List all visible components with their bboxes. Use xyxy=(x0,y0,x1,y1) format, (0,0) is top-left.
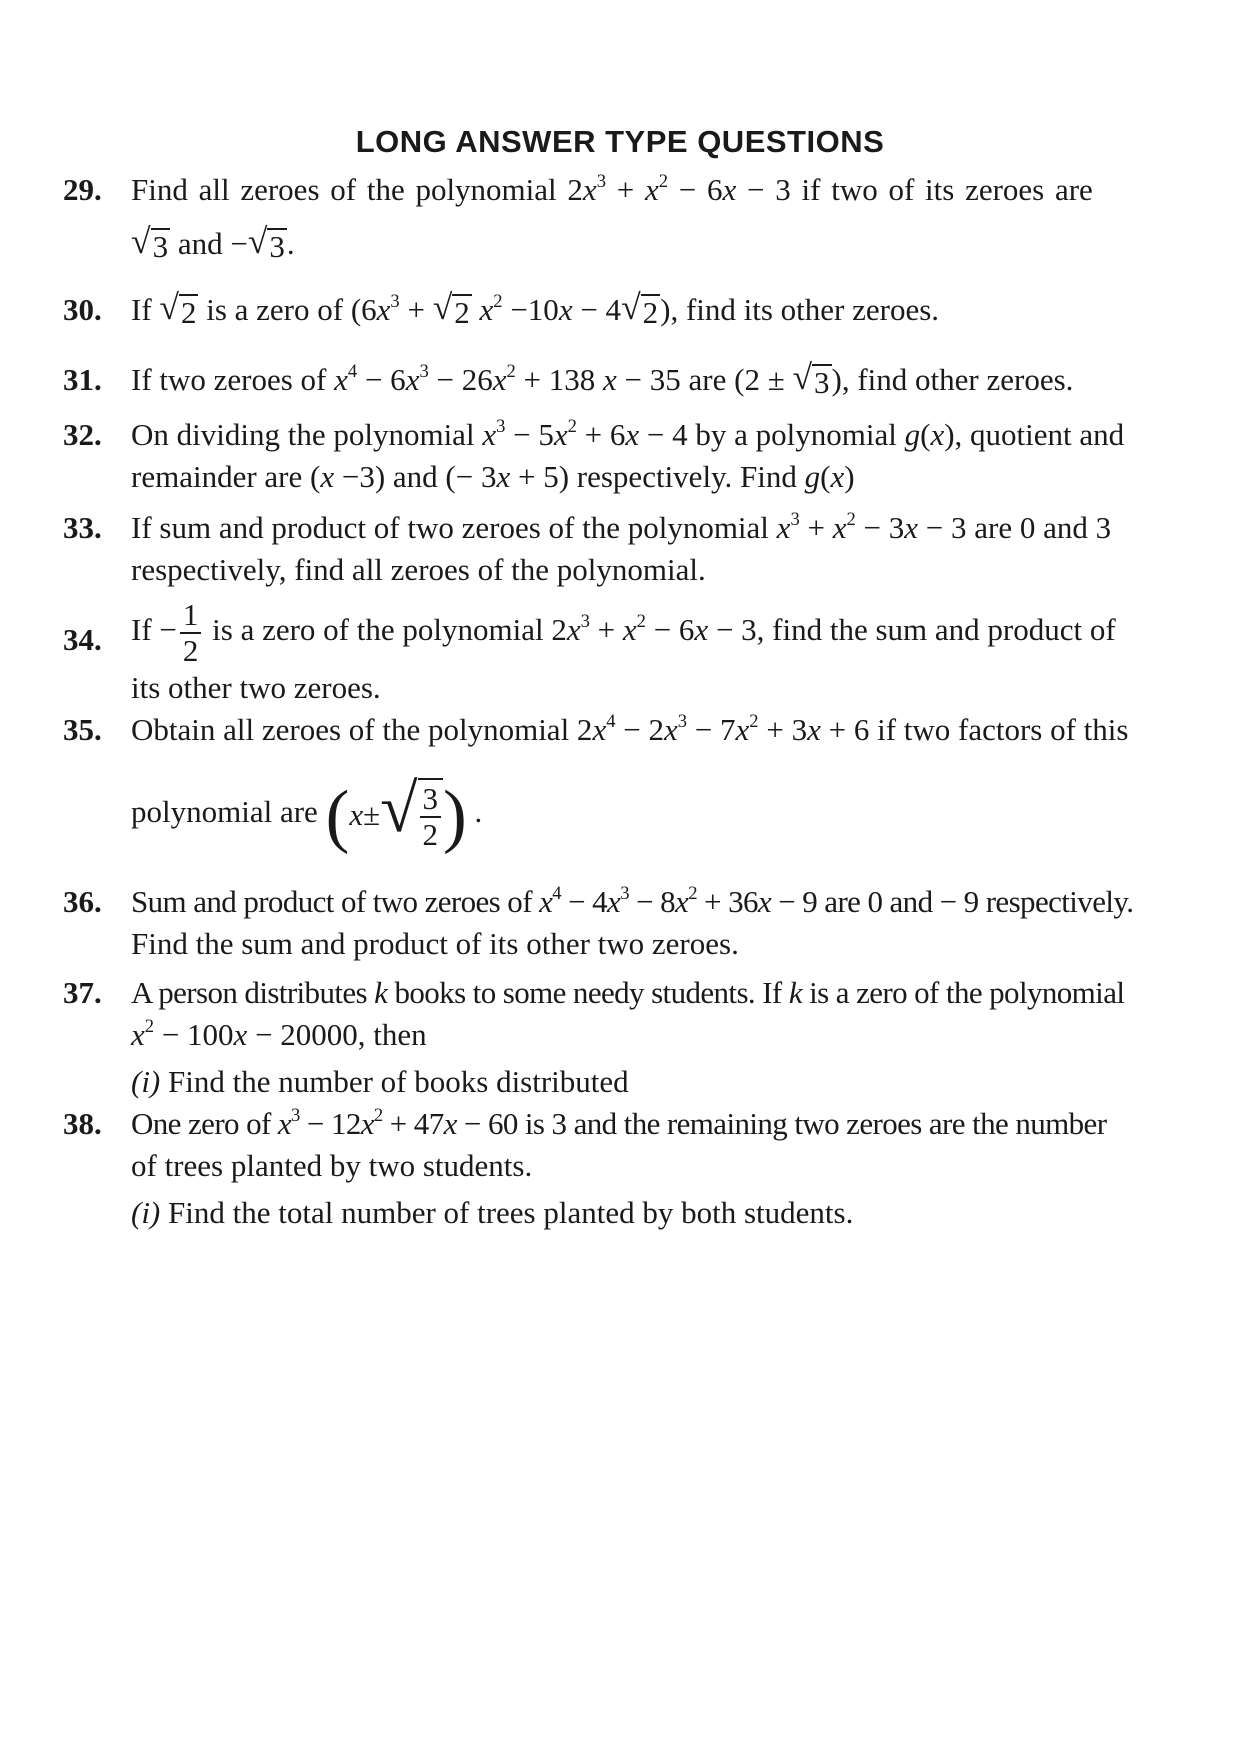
question-37 xyxy=(63,973,1193,1102)
question-30 xyxy=(63,287,1193,330)
sqrt-3: √ 3 xyxy=(247,221,285,265)
fraction-one-half: $\frac{1}{2}$ xyxy=(180,598,202,668)
question-number: 29. xyxy=(63,172,102,207)
question-text: On dividing the polynomial $x^3 - 5x^2 + 6x - 4$ by a polynomial g(x), quotient and remainder are (x −3) and (− 3x + 5) respectively. Find g(x) xyxy=(131,415,1125,495)
question-32 xyxy=(63,415,1193,498)
question-33 xyxy=(63,508,1193,591)
question-text: If two zeroes of $x^4 - 6x^3 - 26x^2 + 138$ x − 35 are (2 ± √ 3 ), find other zeroes. xyxy=(131,357,1074,400)
question-number: 34. xyxy=(63,622,102,657)
question-29 xyxy=(63,170,1193,265)
sub-question: (i) Find the number of books distributed xyxy=(131,1063,629,1099)
question-text: If − $\frac{1}{2}$ is a zero of the polynomial $2x^3 + x^2 - 6x - 3$, find the sum and product of its other two zeroes. xyxy=(131,597,1116,706)
question-36 xyxy=(63,882,1193,965)
question-number: 36. xyxy=(63,884,102,919)
question-number: 38. xyxy=(63,1106,102,1141)
question-number: 30. xyxy=(63,292,102,327)
sqrt-3: √ 3 xyxy=(131,221,169,265)
factor-expression: ( x ± √ $\frac{3}{2}$ ) xyxy=(325,770,467,855)
question-text: Sum and product of two zeroes of $x^4 - 4x^3 - 8x^2 + 36x - 9$ are 0 and − 9 respectively. Find the sum and product of its other two zeroes. xyxy=(131,882,1134,962)
question-38 xyxy=(63,1104,1193,1233)
question-number: 33. xyxy=(63,510,102,545)
question-text: If sum and product of two zeroes of the polynomial $x^3 + x^2 - 3x - 3$ are 0 and 3 respectively, find all zeroes of the polynomial. xyxy=(131,508,1112,588)
question-text: Obtain all zeroes of the polynomial $2x^4 - 2x^3 - 7x^2 + 3x + 6$ if two factors of this polynomial are ( x ± √ $\frac{3}{2}$ ) . xyxy=(131,710,1129,855)
question-text: Find all zeroes of the polynomial $2x^3 + x^2 - 6x - 3$ if two of its zeroes are √ 3 and − √ 3 . xyxy=(131,170,1093,265)
question-text: One zero of $x^3 - 12x^2 + 47x - 60$ is 3 and the remaining two zeroes are the number of trees planted by two students. xyxy=(131,1104,1107,1184)
question-number: 32. xyxy=(63,417,102,452)
question-34 xyxy=(63,598,1193,708)
question-31 xyxy=(63,357,1193,400)
question-number: 35. xyxy=(63,712,102,747)
question-number: 31. xyxy=(63,362,102,397)
question-text: A person distributes k books to some needy students. If k is a zero of the polynomial $x^2 - 100x - 20000$, then xyxy=(131,975,1125,1053)
question-text: If √ 2 is a zero of ($6x^3$ + √ 2 $x^2 -10x - 4$ √ 2 ), find its other zeroes. xyxy=(131,287,940,330)
sub-question: (i) Find the total number of trees planted by both students. xyxy=(131,1194,854,1230)
question-number: 37. xyxy=(63,975,102,1010)
page-heading: LONG ANSWER TYPE QUESTIONS xyxy=(355,124,885,159)
question-35 xyxy=(63,710,1193,855)
